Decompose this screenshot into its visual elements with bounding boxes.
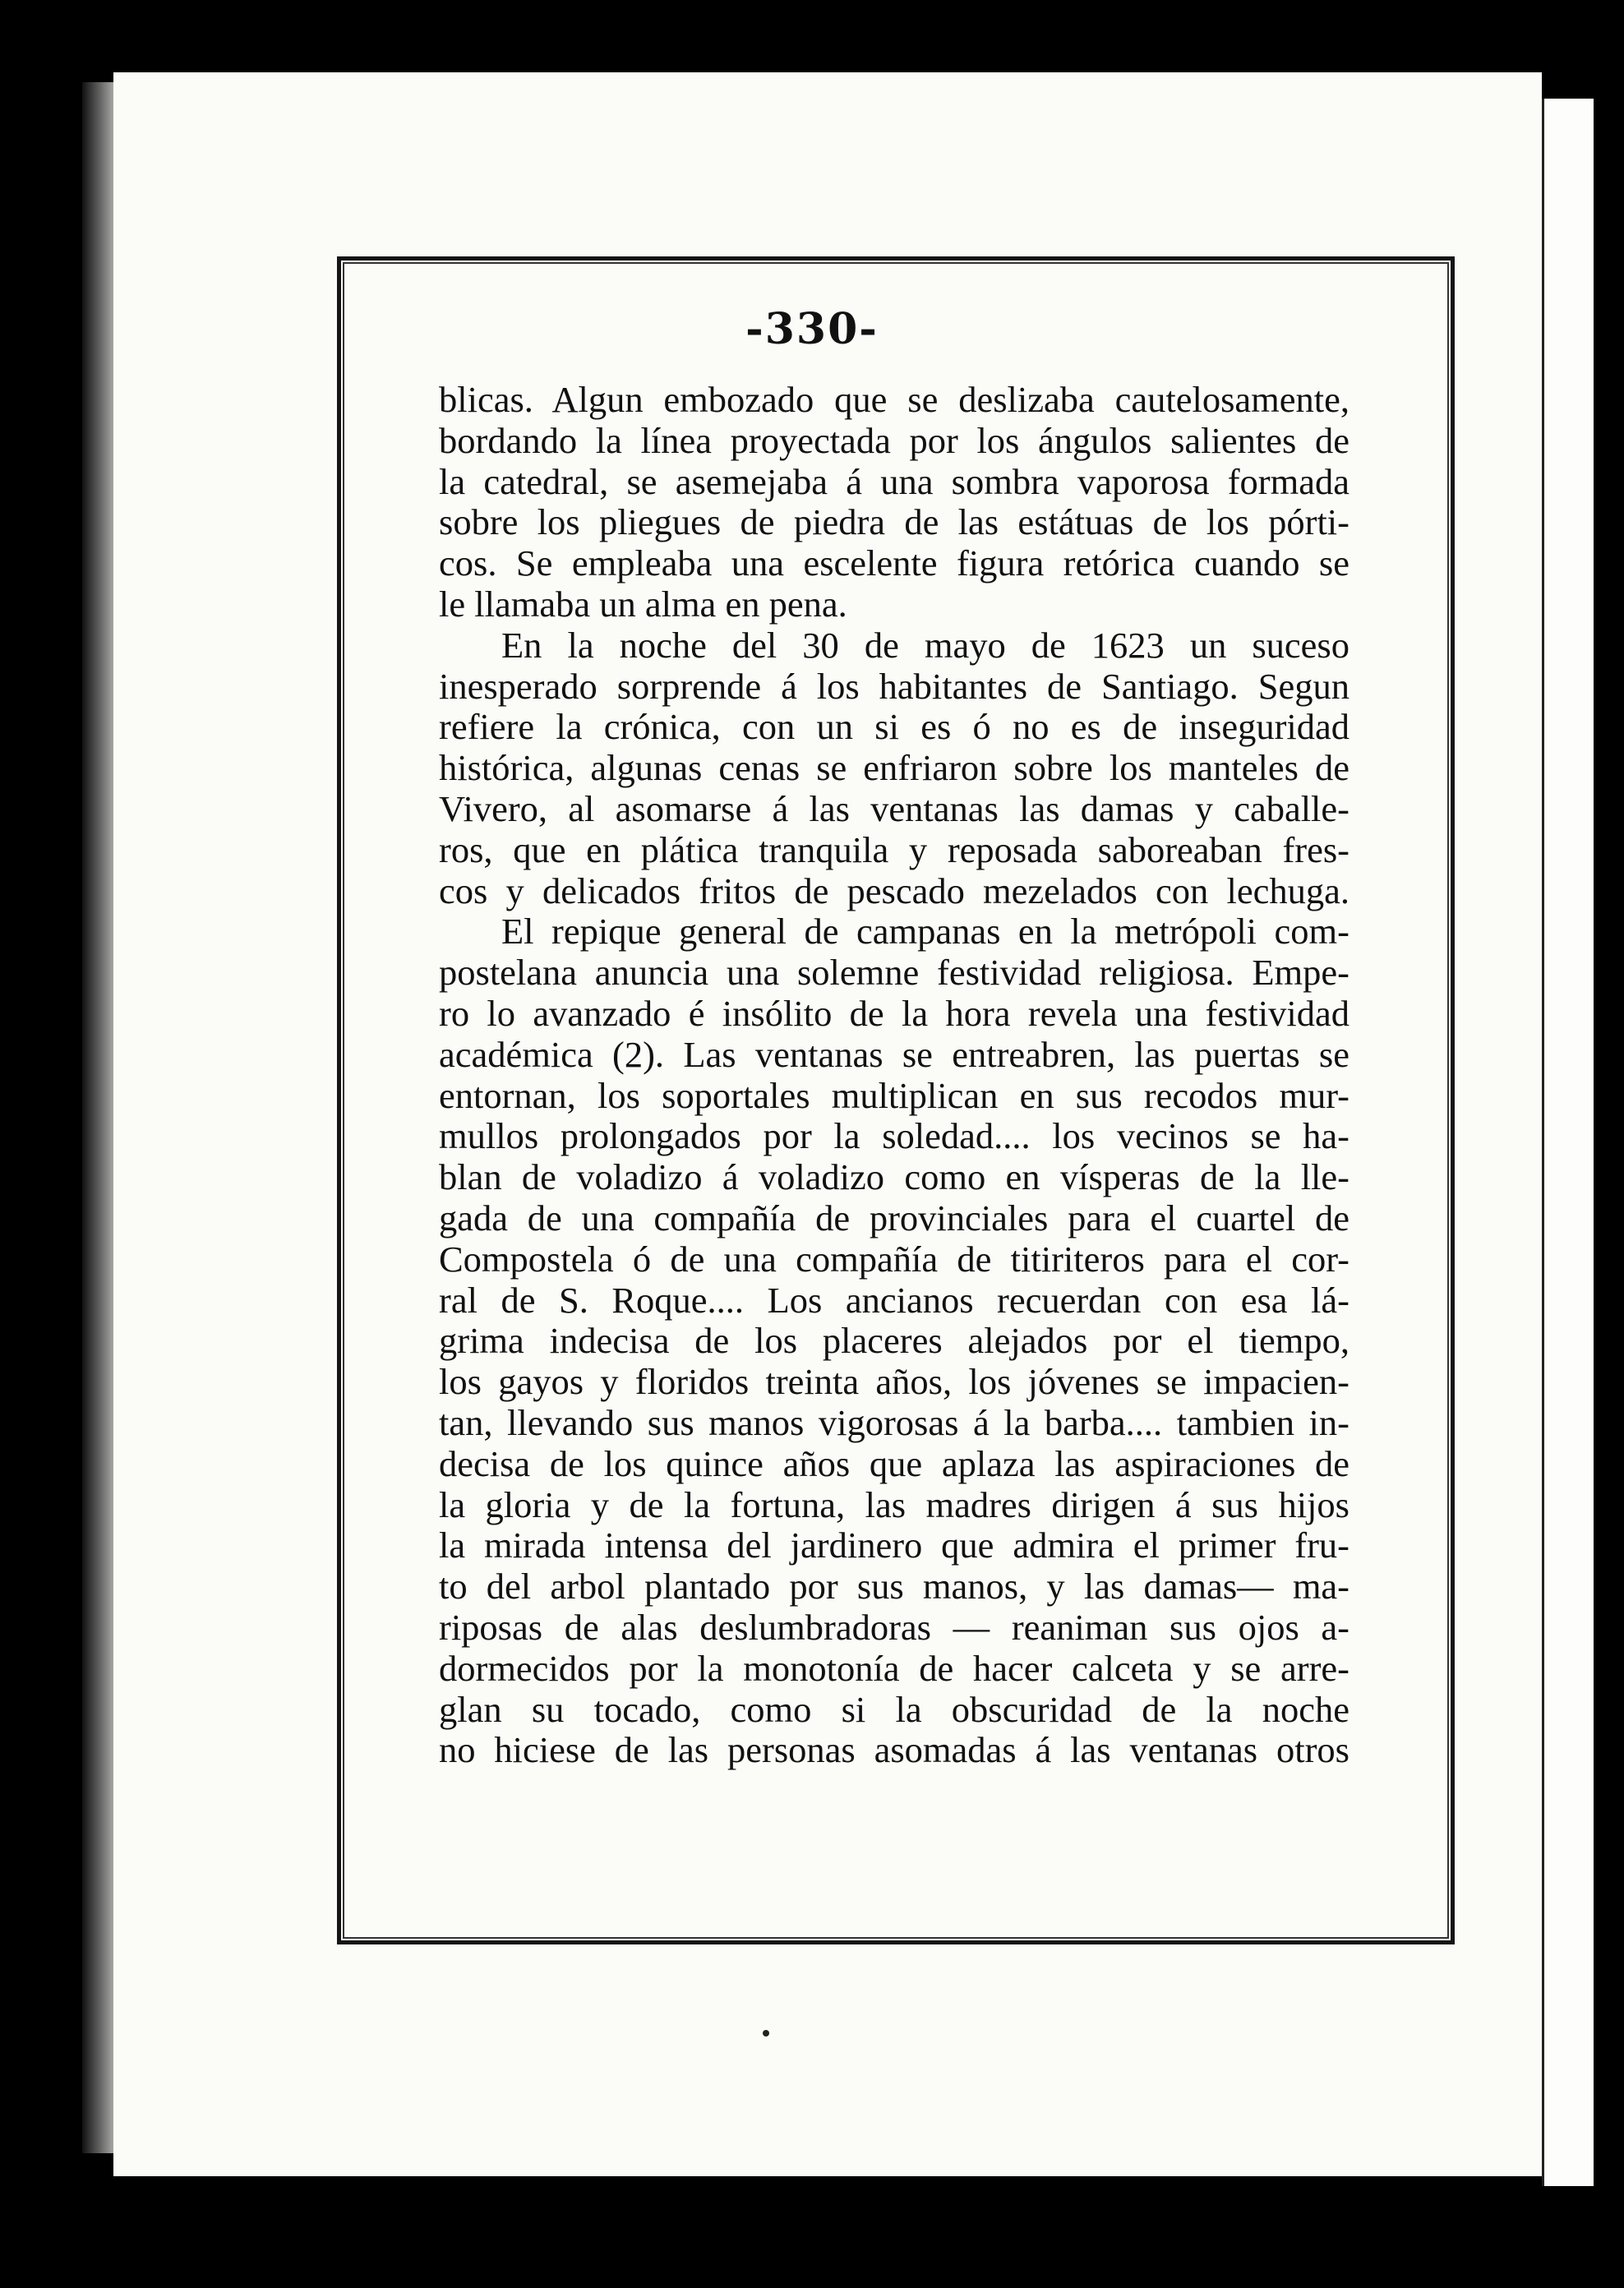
text-line: El repique general de campanas en la metrópoli com- <box>501 911 1349 953</box>
text-line: blan de voladizo á voladizo como en vísperas de la lle- <box>439 1156 1349 1198</box>
text-line: cos y delicados fritos de pescado mezelados con lechuga. <box>439 870 1349 911</box>
ink-speck <box>763 2030 769 2037</box>
text-line: la gloria y de la fortuna, las madres dirigen á sus hijos <box>439 1483 1349 1525</box>
text-line: bordando la línea proyectada por los ángulos salientes de <box>439 419 1349 461</box>
text-line: glan su tocado, como si la obscuridad de la noche <box>439 1688 1349 1730</box>
text-line: los gayos y floridos treinta años, los jóvenes se impacien- <box>439 1361 1349 1403</box>
text-line: grima indecisa de los placeres alejados por el tiempo, <box>439 1320 1349 1362</box>
text-line: riposas de alas deslumbradoras — reaniman sus ojos a- <box>439 1606 1349 1648</box>
text-line: Vivero, al asomarse á las ventanas las damas y caballe- <box>439 787 1349 829</box>
text-line: mullos prolongados por la soledad.... los vecinos se ha- <box>439 1115 1349 1157</box>
text-line: académica (2). Las ventanas se entreabren, las puertas se <box>439 1033 1349 1075</box>
text-line: la catedral, se asemejaba á una sombra vaporosa formada <box>439 460 1349 502</box>
text-line: cos. Se empleaba una escelente figura retórica cuando se <box>439 542 1349 584</box>
text-line: refiere la crónica, con un si es ó no es de inseguridad <box>439 706 1349 748</box>
text-line: decisa de los quince años que aplaza las aspiraciones de <box>439 1442 1349 1484</box>
text-line: sobre los pliegues de piedra de las estátuas de los pórti- <box>439 501 1349 543</box>
text-line: le llamaba un alma en pena. <box>439 583 847 625</box>
text-line: to del arbol plantado por sus manos, y las damas— ma- <box>439 1566 1349 1608</box>
text-line: la mirada intensa del jardinero que admira el primer fru- <box>439 1525 1349 1566</box>
body-text <box>439 380 1349 1771</box>
text-line: histórica, algunas cenas se enfriaron sobre los manteles de <box>439 747 1349 789</box>
text-line: entornan, los soportales multiplican en sus recodos mur- <box>439 1074 1349 1116</box>
text-line: dormecidos por la monotonía de hacer calceta y se arre- <box>439 1647 1349 1689</box>
text-line: ral de S. Roque.... Los ancianos recuerdan con esa lá- <box>439 1279 1349 1321</box>
facing-page-edge <box>1542 99 1594 2186</box>
text-line: En la noche del 30 de mayo de 1623 un suceso <box>501 624 1349 666</box>
text-line: ros, que en plática tranquila y reposada saboreaban fres- <box>439 828 1349 870</box>
text-line: gada de una compañía de provinciales para el cuartel de <box>439 1197 1349 1239</box>
page-number: -330- <box>745 304 879 354</box>
text-line: inesperado sorprende á los habitantes de Santiago. Segun <box>439 665 1349 707</box>
text-line: postelana anuncia una solemne festividad religiosa. Empe- <box>439 952 1349 994</box>
text-line: blicas. Algun embozado que se deslizaba cautelosamente, <box>439 379 1349 420</box>
text-line: no hiciese de las personas asomadas á las ventanas otros <box>439 1729 1349 1771</box>
text-line: ro lo avanzado é insólito de la hora revela una festividad <box>439 992 1349 1034</box>
text-line: tan, llevando sus manos vigorosas á la barba.... tambien in- <box>439 1401 1349 1443</box>
text-line: Compostela ó de una compañía de titiriteros para el cor- <box>439 1238 1349 1280</box>
